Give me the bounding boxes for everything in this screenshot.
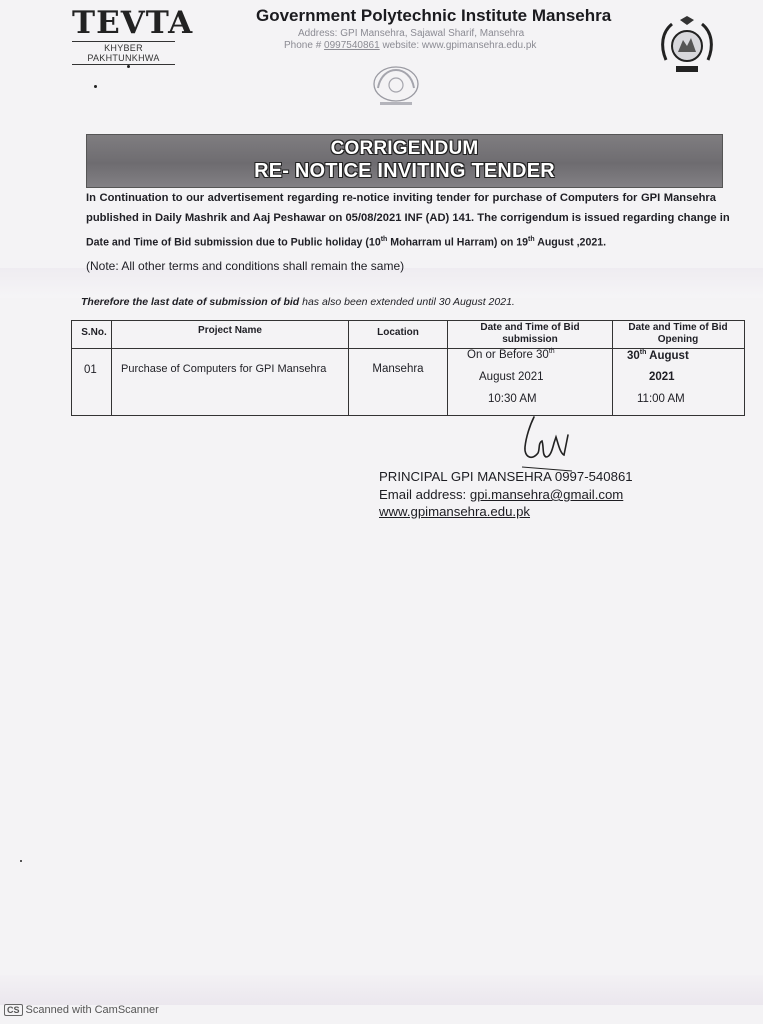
kp-emblem-icon xyxy=(658,16,716,78)
ordinal-suffix: th xyxy=(548,348,555,355)
banner-subtitle: RE- NOTICE INVITING TENDER xyxy=(254,160,555,182)
ordinal-suffix: th xyxy=(380,236,388,243)
header-project-name: Project Name xyxy=(198,325,262,336)
email-line xyxy=(379,487,623,502)
extension-date: 30 August 2021. xyxy=(438,296,515,308)
header-bid-opening-line-1: Date and Time of Bid xyxy=(628,322,728,333)
website-line xyxy=(379,504,530,519)
cell-opening-day: 30 xyxy=(627,349,640,362)
tevta-logo-text: TEVTA xyxy=(72,5,194,41)
speck xyxy=(127,65,130,68)
tevta-logo xyxy=(72,5,194,63)
body-line-3 xyxy=(86,236,606,249)
tevta-logo-subtext: KHYBER PAKHTUNKHWA xyxy=(72,41,175,65)
principal-contact: PRINCIPAL GPI MANSEHRA 0997-540861 xyxy=(379,469,633,484)
email-link[interactable]: gpi.mansehra@gmail.com xyxy=(469,487,624,502)
header-bid-submission-line-2: submission xyxy=(502,334,558,345)
ordinal-suffix: th xyxy=(639,349,647,356)
header-bid-opening xyxy=(613,322,743,346)
header-location: Location xyxy=(377,327,419,338)
banner-title: CORRIGENDUM xyxy=(330,138,479,159)
body-line-2: published in Daily Mashrik and Aaj Peshawar on 05/08/2021 INF (AD) 141. The corrigendum is issued regarding change in xyxy=(86,212,730,224)
website-label: website: xyxy=(379,40,422,51)
cell-opening-year: 2021 xyxy=(649,371,675,383)
corrigendum-banner xyxy=(86,134,723,188)
ordinal-suffix: th xyxy=(528,236,535,243)
cell-submission-date: On or Before 30 xyxy=(467,348,549,361)
principal-signature-icon xyxy=(512,413,580,473)
cell-opening-month: August xyxy=(646,349,689,362)
cell-submission-line-1 xyxy=(467,348,555,361)
email-label: Email address: xyxy=(379,487,470,502)
extension-part-1: Therefore the last date of submission of bid xyxy=(81,296,303,308)
website-text: www.gpimansehra.edu.pk xyxy=(421,40,537,51)
camscanner-logo-icon: CS xyxy=(4,1004,23,1016)
header-bid-opening-line-2: Opening xyxy=(657,334,699,345)
gpi-seal-icon xyxy=(368,64,424,108)
speck xyxy=(20,860,22,862)
body-line-3a: Date and Time of Bid submission due to Public holiday (10 xyxy=(86,236,381,249)
phone-label: Phone # xyxy=(284,40,325,51)
speck xyxy=(94,85,97,88)
cell-sno: 01 xyxy=(84,364,97,376)
cell-opening-line-1 xyxy=(627,349,689,362)
header-bid-submission xyxy=(448,322,612,346)
institute-contact xyxy=(284,40,536,51)
header-bid-submission-line-1: Date and Time of Bid xyxy=(480,322,580,333)
website-link[interactable]: www.gpimansehra.edu.pk xyxy=(379,504,531,519)
tender-table xyxy=(71,320,745,416)
cell-project-name: Purchase of Computers for GPI Mansehra xyxy=(121,363,327,375)
extension-text xyxy=(81,296,515,308)
body-line-1: In Continuation to our advertisement regarding re-notice inviting tender for purchase of Computers for GPI Mansehra xyxy=(86,192,716,204)
body-line-3b: Moharram ul Harram) on 19 xyxy=(387,236,529,249)
institute-address: Address: GPI Mansehra, Sajawal Sharif, Mansehra xyxy=(298,28,525,39)
scan-edge xyxy=(0,975,763,1005)
body-line-3c: August ,2021. xyxy=(534,236,607,249)
camscanner-watermark xyxy=(4,1004,159,1016)
header-sno: S.No. xyxy=(81,327,107,338)
cell-location: Mansehra xyxy=(372,363,424,375)
cell-submission-line-2: August 2021 xyxy=(479,371,544,383)
note-text: (Note: All other terms and conditions shall remain the same) xyxy=(86,259,405,273)
cell-submission-time: 10:30 AM xyxy=(488,393,537,405)
camscanner-text: Scanned with CamScanner xyxy=(25,1004,159,1016)
extension-part-2: has also been extended until xyxy=(302,296,439,308)
cell-opening-time: 11:00 AM xyxy=(637,393,685,405)
institute-title: Government Polytechnic Institute Mansehra xyxy=(256,6,612,25)
phone-number: 0997540861 xyxy=(324,40,380,51)
